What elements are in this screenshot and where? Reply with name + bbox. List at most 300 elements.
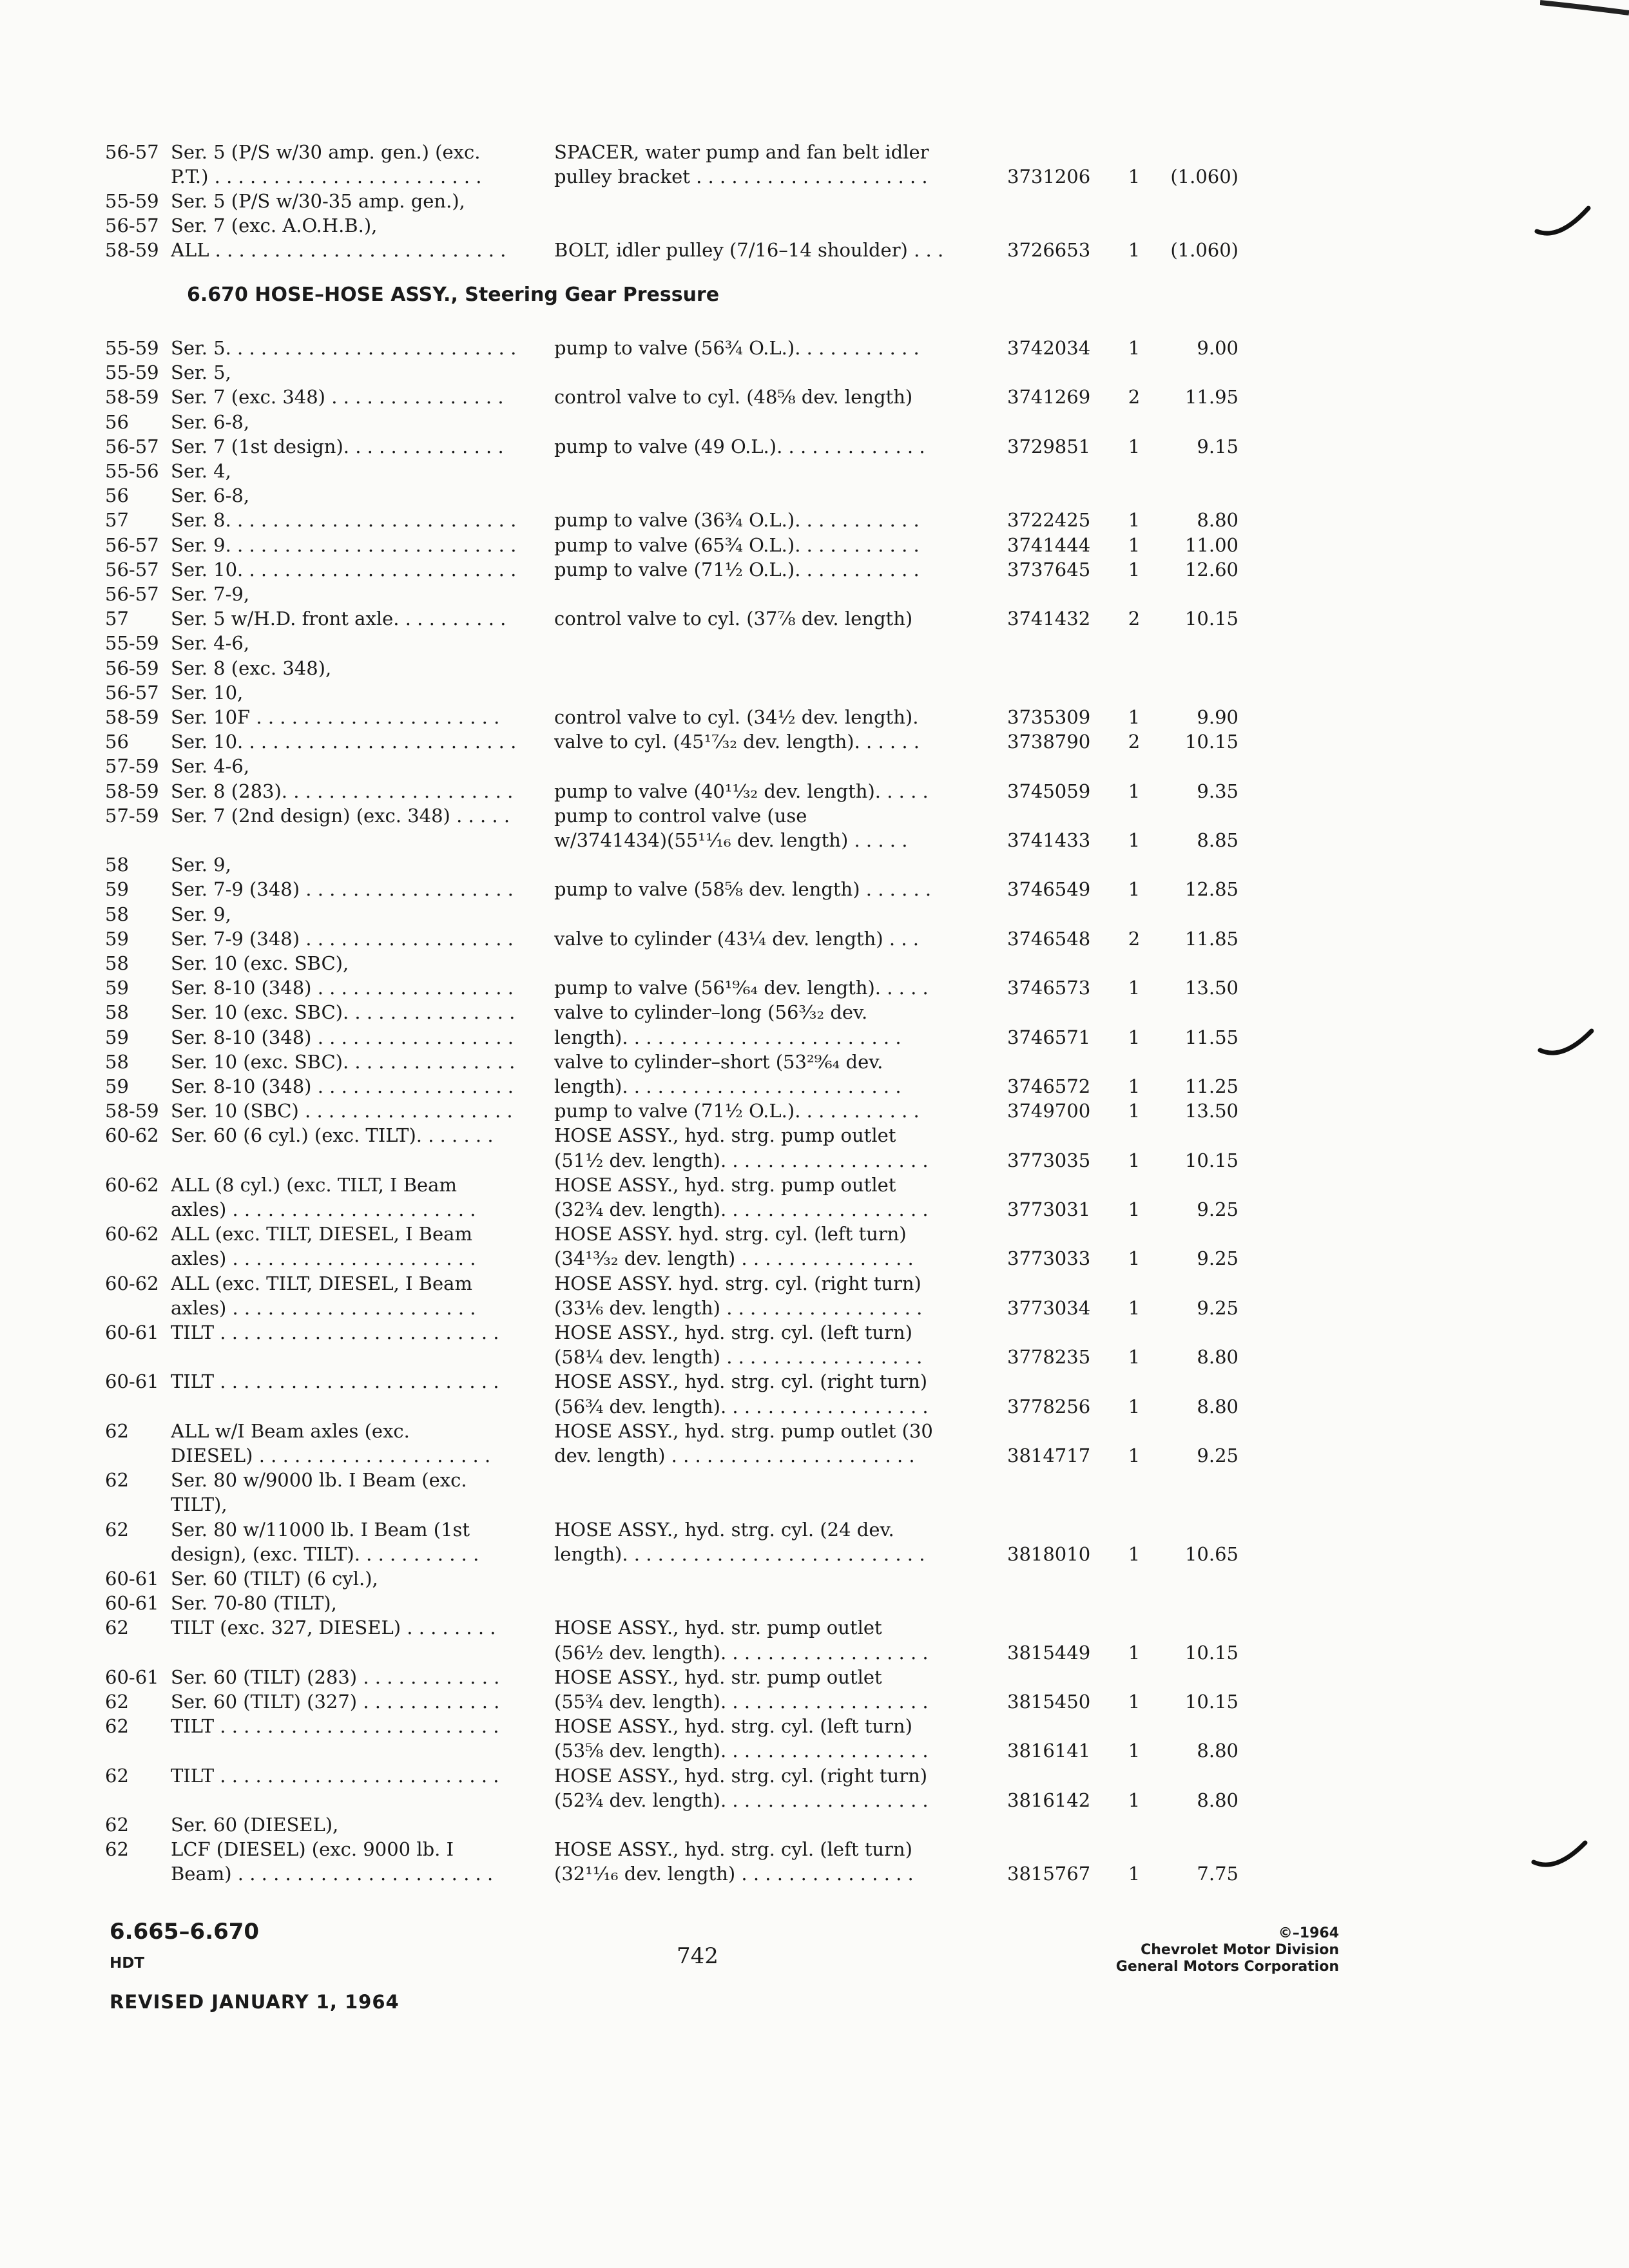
check-mark-icon <box>1534 203 1592 242</box>
description-cell: (32¹¹⁄₁₆ dev. length) . . . . . . . . . . . . . . . <box>554 1863 914 1885</box>
description-cell: HOSE ASSY., hyd. strg. pump outlet (30 <box>554 1419 933 1442</box>
application-cell: Ser. 5, <box>171 361 231 384</box>
application-cell: Ser. 60 (TILT) (327) . . . . . . . . . . . . <box>171 1691 500 1713</box>
description-cell: pump to valve (65¾ O.L.). . . . . . . . . . . <box>554 533 920 556</box>
part-number-cell: 3746549 <box>1007 878 1091 901</box>
application-cell: axles) . . . . . . . . . . . . . . . . . . . . . <box>171 1296 476 1319</box>
description-cell: (52¾ dev. length). . . . . . . . . . . . . . . . . . <box>554 1789 929 1811</box>
price-cell: 9.35 <box>1197 780 1239 802</box>
year-range-cell: 56 <box>105 410 129 433</box>
catalog-code: HDT <box>110 1955 145 1972</box>
part-number-cell: 3746548 <box>1007 927 1091 950</box>
price-cell: 8.80 <box>1197 1740 1239 1762</box>
part-number-cell: 3742034 <box>1007 337 1091 359</box>
description-cell: pulley bracket . . . . . . . . . . . . . . . . . . . . <box>554 166 928 187</box>
description-cell: pump to valve (36¾ O.L.). . . . . . . . . . . <box>554 509 920 532</box>
quantity-cell: 2 <box>1128 608 1141 630</box>
part-number-cell: 3773034 <box>1007 1296 1091 1319</box>
description-cell: HOSE ASSY., hyd. str. pump outlet <box>554 1617 882 1639</box>
price-cell: 10.65 <box>1184 1542 1239 1565</box>
part-number-cell: 3815767 <box>1007 1863 1091 1885</box>
application-cell: Ser. 60 (DIESEL), <box>171 1814 339 1836</box>
year-range-cell: 55-59 <box>105 337 159 359</box>
parts-row <box>0 336 1629 360</box>
year-range-cell: 56-57 <box>105 435 159 457</box>
quantity-cell: 1 <box>1128 1789 1141 1811</box>
description-cell: pump to valve (58⅝ dev. length) . . . . . . <box>554 878 932 901</box>
description-cell: pump to valve (49 O.L.). . . . . . . . . . . . . <box>554 435 925 457</box>
description-cell: valve to cylinder (43¼ dev. length) . . . <box>554 927 919 950</box>
parts-row <box>0 1641 1629 1664</box>
description-cell: length). . . . . . . . . . . . . . . . . . . . . . . . . . <box>554 1542 925 1565</box>
quantity-cell: 1 <box>1128 706 1141 728</box>
parts-row <box>0 140 1629 164</box>
description-cell: (58¼ dev. length) . . . . . . . . . . . . . . . . . <box>554 1346 923 1369</box>
parts-row <box>0 1099 1629 1122</box>
parts-row <box>0 1591 1629 1615</box>
application-cell: Ser. 7 (2nd design) (exc. 348) . . . . . <box>171 804 510 827</box>
parts-row <box>0 829 1629 852</box>
price-cell: 11.55 <box>1184 1026 1239 1048</box>
price-cell: 11.85 <box>1184 927 1239 950</box>
year-range-cell: 57-59 <box>105 755 159 778</box>
description-cell: HOSE ASSY. hyd. strg. cyl. (right turn) <box>554 1272 921 1294</box>
application-cell: Ser. 4, <box>171 460 231 482</box>
parts-row <box>0 1026 1629 1049</box>
parts-row <box>0 165 1629 188</box>
description-cell: HOSE ASSY., hyd. strg. cyl. (left turn) <box>554 1838 912 1861</box>
parts-row <box>0 435 1629 458</box>
parts-row <box>0 582 1629 606</box>
parts-row <box>0 657 1629 680</box>
quantity-cell: 1 <box>1128 878 1141 901</box>
description-cell: HOSE ASSY., hyd. strg. cyl. (24 dev. <box>554 1518 894 1541</box>
price-cell: (1.060) <box>1170 166 1239 187</box>
parts-row <box>0 976 1629 999</box>
price-cell: 10.15 <box>1184 1641 1239 1664</box>
parts-row <box>0 1518 1629 1541</box>
application-cell: Ser. 10. . . . . . . . . . . . . . . . . . . . . . . . <box>171 731 517 753</box>
parts-row <box>0 1272 1629 1295</box>
year-range-cell: 56-57 <box>105 583 159 605</box>
parts-row <box>0 533 1629 557</box>
application-cell: Ser. 8-10 (348) . . . . . . . . . . . . . . . . . <box>171 1075 514 1097</box>
part-number-cell: 3722425 <box>1007 509 1091 532</box>
year-range-cell: 59 <box>105 878 129 901</box>
parts-row <box>0 361 1629 384</box>
parts-row <box>0 1149 1629 1172</box>
year-range-cell: 58 <box>105 952 129 974</box>
application-cell: Ser. 9, <box>171 903 231 925</box>
section-range: 6.665–6.670 <box>110 1919 260 1945</box>
application-cell: Ser. 7-9 (348) . . . . . . . . . . . . . . . . . . <box>171 927 514 950</box>
quantity-cell: 1 <box>1128 1100 1141 1122</box>
description-cell: (51½ dev. length). . . . . . . . . . . . . . . . . . <box>554 1149 929 1171</box>
parts-row <box>0 903 1629 926</box>
price-cell: 8.80 <box>1197 1789 1239 1811</box>
price-cell: 11.25 <box>1184 1075 1239 1097</box>
parts-row <box>0 1296 1629 1320</box>
parts-row <box>0 730 1629 753</box>
application-cell: Ser. 5. . . . . . . . . . . . . . . . . . . . . . . . . <box>171 337 517 359</box>
part-number-cell: 3746572 <box>1007 1075 1091 1097</box>
year-range-cell: 58-59 <box>105 239 159 261</box>
description-cell: valve to cyl. (45¹⁷⁄₃₂ dev. length). . . . . . <box>554 731 920 753</box>
year-range-cell: 62 <box>105 1691 129 1713</box>
year-range-cell: 56-57 <box>105 558 159 581</box>
application-cell: Ser. 10, <box>171 681 244 704</box>
year-range-cell: 58-59 <box>105 706 159 728</box>
parts-row <box>0 1395 1629 1418</box>
description-cell: pump to valve (40¹¹⁄₃₂ dev. length). . . . . <box>554 780 929 802</box>
parts-row <box>0 1370 1629 1393</box>
parts-row <box>0 385 1629 408</box>
parts-row <box>0 484 1629 507</box>
year-range-cell: 56-59 <box>105 657 159 679</box>
part-number-cell: 3741433 <box>1007 829 1091 851</box>
year-range-cell: 55-59 <box>105 190 159 212</box>
year-range-cell: 60-61 <box>105 1666 159 1688</box>
year-range-cell: 57-59 <box>105 804 159 827</box>
part-number-cell: 3737645 <box>1007 558 1091 581</box>
application-cell: Ser. 7-9 (348) . . . . . . . . . . . . . . . . . . <box>171 878 514 901</box>
year-range-cell: 62 <box>105 1518 129 1541</box>
parts-row <box>0 1493 1629 1516</box>
year-range-cell: 62 <box>105 1838 129 1861</box>
parts-row <box>0 1838 1629 1861</box>
part-number-cell: 3816141 <box>1007 1740 1091 1762</box>
check-mark-icon <box>1537 1024 1595 1063</box>
description-cell: SPACER, water pump and fan belt idler <box>554 141 929 163</box>
parts-row <box>0 1222 1629 1245</box>
parts-row <box>0 1862 1629 1885</box>
application-cell: Ser. 4-6, <box>171 755 250 778</box>
part-number-cell: 3726653 <box>1007 239 1091 261</box>
quantity-cell: 1 <box>1128 337 1141 359</box>
application-cell: Ser. 10 (exc. SBC), <box>171 952 349 974</box>
application-cell: Ser. 70-80 (TILT), <box>171 1592 337 1615</box>
year-range-cell: 55-56 <box>105 460 159 482</box>
year-range-cell: 55-59 <box>105 361 159 384</box>
description-cell: HOSE ASSY., hyd. strg. pump outlet <box>554 1124 896 1147</box>
description-cell: valve to cylinder–short (53²⁹⁄₆₄ dev. <box>554 1050 883 1073</box>
application-cell: Ser. 7 (exc. 348) . . . . . . . . . . . . . . . <box>171 386 504 408</box>
description-cell: HOSE ASSY., hyd. strg. cyl. (right turn) <box>554 1370 928 1393</box>
application-cell: Ser. 8. . . . . . . . . . . . . . . . . . . . . . . . . <box>171 509 517 532</box>
copyright-block <box>1116 1925 1339 1975</box>
year-range-cell: 60-62 <box>105 1223 159 1245</box>
quantity-cell: 1 <box>1128 1296 1141 1319</box>
parts-row <box>0 1715 1629 1738</box>
application-cell: axles) . . . . . . . . . . . . . . . . . . . . . <box>171 1247 476 1270</box>
parts-row <box>0 804 1629 827</box>
quantity-cell: 1 <box>1128 1075 1141 1097</box>
year-range-cell: 58 <box>105 1050 129 1073</box>
quantity-cell: 1 <box>1128 1026 1141 1048</box>
quantity-cell: 2 <box>1128 731 1141 753</box>
price-cell: 10.15 <box>1184 608 1239 630</box>
part-number-cell: 3741269 <box>1007 386 1091 408</box>
application-cell: Ser. 10. . . . . . . . . . . . . . . . . . . . . . . . <box>171 558 517 581</box>
part-number-cell: 3814717 <box>1007 1445 1091 1466</box>
description-cell: dev. length) . . . . . . . . . . . . . . . . . . . . . <box>554 1445 915 1466</box>
quantity-cell: 1 <box>1128 558 1141 581</box>
price-cell: 7.75 <box>1197 1863 1239 1885</box>
parts-row <box>0 878 1629 901</box>
application-cell: Ser. 4-6, <box>171 632 250 655</box>
application-cell: Ser. 5 w/H.D. front axle. . . . . . . . . . <box>171 608 506 630</box>
year-range-cell: 60-62 <box>105 1272 159 1294</box>
price-cell: 13.50 <box>1184 1100 1239 1122</box>
application-cell: Ser. 6-8, <box>171 485 250 507</box>
part-number-cell: 3731206 <box>1007 166 1091 187</box>
application-cell: Ser. 7 (exc. A.O.H.B.), <box>171 215 378 236</box>
quantity-cell: 1 <box>1128 239 1141 261</box>
part-number-cell: 3773031 <box>1007 1198 1091 1220</box>
application-cell: Ser. 8 (283). . . . . . . . . . . . . . . . . . . . <box>171 780 514 802</box>
description-cell: (34¹³⁄₃₂ dev. length) . . . . . . . . . . . . . . . <box>554 1247 914 1270</box>
year-range-cell: 58 <box>105 1001 129 1024</box>
year-range-cell: 59 <box>105 1026 129 1048</box>
application-cell: Ser. 5 (P/S w/30 amp. gen.) (exc. <box>171 141 481 163</box>
section-heading: 6.670 HOSE–HOSE ASSY., Steering Gear Pressure <box>187 284 720 306</box>
year-range-cell: 58 <box>105 854 129 876</box>
year-range-cell: 62 <box>105 1814 129 1836</box>
description-cell: pump to valve (71½ O.L.). . . . . . . . . . . <box>554 558 920 581</box>
quantity-cell: 2 <box>1128 386 1141 408</box>
application-cell: ALL (exc. TILT, DIESEL, I Beam <box>171 1272 472 1294</box>
description-cell: pump to valve (71½ O.L.). . . . . . . . . . . <box>554 1100 920 1122</box>
parts-row <box>0 607 1629 630</box>
parts-row <box>0 1567 1629 1590</box>
quantity-cell: 1 <box>1128 780 1141 802</box>
quantity-cell: 1 <box>1128 1445 1141 1466</box>
part-number-cell: 3745059 <box>1007 780 1091 802</box>
part-number-cell: 3778256 <box>1007 1395 1091 1418</box>
quantity-cell: 1 <box>1128 977 1141 999</box>
part-number-cell: 3773033 <box>1007 1247 1091 1270</box>
revision-date: REVISED JANUARY 1, 1964 <box>110 1991 400 2013</box>
parts-row <box>0 508 1629 532</box>
price-cell: 9.25 <box>1197 1445 1239 1466</box>
price-cell: 8.80 <box>1197 509 1239 532</box>
parts-row <box>0 1468 1629 1492</box>
part-number-cell: 3818010 <box>1007 1542 1091 1565</box>
year-range-cell: 56-57 <box>105 681 159 704</box>
description-cell: HOSE ASSY., hyd. strg. cyl. (left turn) <box>554 1321 912 1343</box>
parts-row <box>0 410 1629 434</box>
price-cell: (1.060) <box>1170 239 1239 261</box>
application-cell: TILT . . . . . . . . . . . . . . . . . . . . . . . . <box>171 1764 499 1787</box>
parts-row <box>0 1789 1629 1812</box>
description-cell: w/3741434)(55¹¹⁄₁₆ dev. length) . . . . . <box>554 829 908 851</box>
year-range-cell: 59 <box>105 977 129 999</box>
quantity-cell: 1 <box>1128 533 1141 556</box>
price-cell: 8.85 <box>1197 829 1239 851</box>
parts-row <box>0 706 1629 729</box>
quantity-cell: 1 <box>1128 1542 1141 1565</box>
division-name: Chevrolet Motor Division <box>1141 1942 1339 1958</box>
year-range-cell: 60-61 <box>105 1568 159 1590</box>
parts-row <box>0 1050 1629 1073</box>
parts-row <box>0 1739 1629 1762</box>
part-number-cell: 3741444 <box>1007 533 1091 556</box>
price-cell: 9.90 <box>1197 706 1239 728</box>
application-cell: Ser. 5 (P/S w/30-35 amp. gen.), <box>171 190 465 212</box>
year-range-cell: 57 <box>105 608 129 630</box>
application-cell: Ser. 10 (SBC) . . . . . . . . . . . . . . . . . . <box>171 1100 513 1122</box>
year-range-cell: 56-57 <box>105 533 159 556</box>
price-cell: 10.15 <box>1184 1691 1239 1713</box>
application-cell: Ser. 6-8, <box>171 410 250 433</box>
part-number-cell: 3773035 <box>1007 1149 1091 1171</box>
description-cell: (55¾ dev. length). . . . . . . . . . . . . . . . . . <box>554 1691 929 1713</box>
quantity-cell: 1 <box>1128 1641 1141 1664</box>
part-number-cell: 3741432 <box>1007 608 1091 630</box>
year-range-cell: 59 <box>105 927 129 950</box>
part-number-cell: 3815450 <box>1007 1691 1091 1713</box>
parts-row <box>0 927 1629 950</box>
description-cell: HOSE ASSY., hyd. strg. cyl. (left turn) <box>554 1715 912 1738</box>
description-cell: control valve to cyl. (48⅝ dev. length) <box>554 386 913 408</box>
price-cell: 11.00 <box>1184 533 1239 556</box>
description-cell: control valve to cyl. (37⅞ dev. length) <box>554 608 913 630</box>
application-cell: axles) . . . . . . . . . . . . . . . . . . . . . <box>171 1198 476 1220</box>
price-cell: 8.80 <box>1197 1346 1239 1369</box>
description-cell: valve to cylinder–long (56³⁄₃₂ dev. <box>554 1001 868 1024</box>
price-cell: 12.85 <box>1184 878 1239 901</box>
parts-row <box>0 214 1629 237</box>
parts-row <box>0 189 1629 213</box>
quantity-cell: 1 <box>1128 1395 1141 1418</box>
application-cell: DIESEL) . . . . . . . . . . . . . . . . . . . . <box>171 1445 491 1466</box>
page-number: 742 <box>677 1943 718 1969</box>
parts-row <box>0 1173 1629 1196</box>
application-cell: Ser. 10F . . . . . . . . . . . . . . . . . . . . . <box>171 706 500 728</box>
description-cell: HOSE ASSY., hyd. strg. cyl. (right turn) <box>554 1764 928 1787</box>
year-range-cell: 56-57 <box>105 141 159 163</box>
parts-row <box>0 1813 1629 1836</box>
year-range-cell: 62 <box>105 1715 129 1738</box>
quantity-cell: 1 <box>1128 435 1141 457</box>
application-cell: ALL w/I Beam axles (exc. <box>171 1419 410 1442</box>
application-cell: Ser. 60 (6 cyl.) (exc. TILT). . . . . . . <box>171 1124 494 1147</box>
application-cell: TILT (exc. 327, DIESEL) . . . . . . . . <box>171 1617 496 1639</box>
year-range-cell: 58-59 <box>105 780 159 802</box>
description-cell: pump to valve (56¹⁹⁄₆₄ dev. length). . . . . <box>554 977 929 999</box>
quantity-cell: 1 <box>1128 1149 1141 1171</box>
application-cell: TILT . . . . . . . . . . . . . . . . . . . . . . . . <box>171 1370 499 1393</box>
application-cell: Ser. 60 (TILT) (283) . . . . . . . . . . . . <box>171 1666 500 1688</box>
parts-row <box>0 1542 1629 1566</box>
year-range-cell: 60-62 <box>105 1173 159 1196</box>
year-range-cell: 62 <box>105 1469 129 1492</box>
year-range-cell: 57 <box>105 509 129 532</box>
price-cell: 9.25 <box>1197 1247 1239 1270</box>
price-cell: 9.00 <box>1197 337 1239 359</box>
year-range-cell: 62 <box>105 1617 129 1639</box>
parts-row <box>0 1345 1629 1369</box>
application-cell: Beam) . . . . . . . . . . . . . . . . . . . . . . <box>171 1863 494 1885</box>
price-cell: 12.60 <box>1184 558 1239 581</box>
application-cell: ALL . . . . . . . . . . . . . . . . . . . . . . . . . <box>171 239 506 261</box>
quantity-cell: 1 <box>1128 509 1141 532</box>
price-cell: 9.15 <box>1197 435 1239 457</box>
parts-row <box>0 1666 1629 1689</box>
check-mark-icon <box>1530 1836 1588 1875</box>
parts-row <box>0 1764 1629 1787</box>
application-cell: Ser. 10 (exc. SBC). . . . . . . . . . . . . . . <box>171 1001 516 1024</box>
scan-edge-artifact <box>1540 0 1629 19</box>
application-cell: Ser. 8-10 (348) . . . . . . . . . . . . . . . . . <box>171 977 514 999</box>
application-cell: design), (exc. TILT). . . . . . . . . . . <box>171 1542 479 1565</box>
parts-row <box>0 681 1629 704</box>
quantity-cell: 1 <box>1128 1863 1141 1885</box>
year-range-cell: 58-59 <box>105 1100 159 1122</box>
year-range-cell: 56 <box>105 485 129 507</box>
application-cell: Ser. 60 (TILT) (6 cyl.), <box>171 1568 378 1590</box>
quantity-cell: 1 <box>1128 829 1141 851</box>
price-cell: 13.50 <box>1184 977 1239 999</box>
year-range-cell: 62 <box>105 1419 129 1442</box>
parts-row <box>0 1247 1629 1270</box>
description-cell: pump to valve (56¾ O.L.). . . . . . . . . . . <box>554 337 920 359</box>
description-cell: (33⅙ dev. length) . . . . . . . . . . . . . . . . . <box>554 1296 923 1319</box>
application-cell: Ser. 7 (1st design). . . . . . . . . . . . . . <box>171 435 504 457</box>
application-cell: Ser. 9. . . . . . . . . . . . . . . . . . . . . . . . . <box>171 533 517 556</box>
parts-row <box>0 1075 1629 1098</box>
price-cell: 9.25 <box>1197 1198 1239 1220</box>
parts-row <box>0 1616 1629 1639</box>
price-cell: 8.80 <box>1197 1395 1239 1418</box>
parts-row <box>0 1419 1629 1443</box>
year-range-cell: 60-61 <box>105 1321 159 1343</box>
part-number-cell: 3816142 <box>1007 1789 1091 1811</box>
application-cell: Ser. 9, <box>171 854 231 876</box>
application-cell: Ser. 7-9, <box>171 583 250 605</box>
description-cell: (56¾ dev. length). . . . . . . . . . . . . . . . . . <box>554 1395 929 1418</box>
quantity-cell: 1 <box>1128 1691 1141 1713</box>
part-number-cell: 3746573 <box>1007 977 1091 999</box>
parts-row <box>0 1690 1629 1713</box>
parts-row <box>0 459 1629 483</box>
year-range-cell: 60-61 <box>105 1370 159 1393</box>
description-cell: length). . . . . . . . . . . . . . . . . . . . . . . . <box>554 1075 901 1097</box>
quantity-cell: 1 <box>1128 1247 1141 1270</box>
parts-row <box>0 1321 1629 1344</box>
parts-row <box>0 631 1629 655</box>
parts-row <box>0 558 1629 581</box>
price-cell: 11.95 <box>1184 386 1239 408</box>
part-number-cell: 3735309 <box>1007 706 1091 728</box>
parts-row <box>0 238 1629 262</box>
price-cell: 9.25 <box>1197 1296 1239 1319</box>
description-cell: pump to control valve (use <box>554 804 807 827</box>
application-cell: ALL (8 cyl.) (exc. TILT, I Beam <box>171 1173 457 1196</box>
description-cell: control valve to cyl. (34½ dev. length). <box>554 706 919 728</box>
price-cell: 10.15 <box>1184 1149 1239 1171</box>
part-number-cell: 3778235 <box>1007 1346 1091 1369</box>
quantity-cell: 1 <box>1128 1346 1141 1369</box>
application-cell: Ser. 10 (exc. SBC). . . . . . . . . . . . . . . <box>171 1050 516 1073</box>
parts-row <box>0 1124 1629 1147</box>
year-range-cell: 58-59 <box>105 386 159 408</box>
application-cell: LCF (DIESEL) (exc. 9000 lb. I <box>171 1838 454 1861</box>
description-cell: HOSE ASSY. hyd. strg. cyl. (left turn) <box>554 1223 907 1245</box>
parts-row <box>0 1001 1629 1024</box>
description-cell: HOSE ASSY., hyd. strg. pump outlet <box>554 1173 896 1196</box>
part-number-cell: 3746571 <box>1007 1026 1091 1048</box>
